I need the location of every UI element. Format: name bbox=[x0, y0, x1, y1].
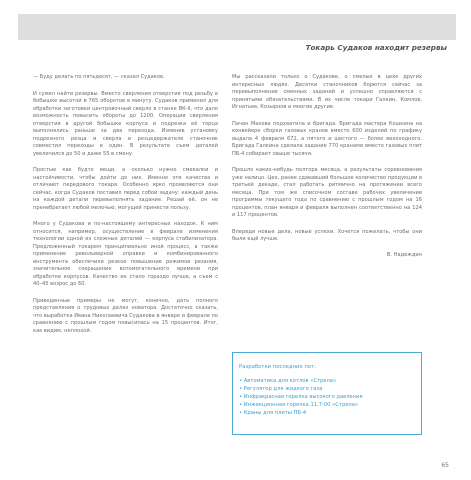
paragraph: Приведенные примеры не могут, конечно, дать полного представления о трудовых делах новатора. Достаточно сказать, что выработка Ивана Николаевича Судакова в январе и феврале по сравнению с прошлым годом повысилась на 15 процентов. Итог, как видим, неплохой. bbox=[33, 297, 218, 334]
results-title: Разработки последних лет: bbox=[239, 364, 316, 370]
page-title: Токарь Судаков находит резервы bbox=[305, 43, 447, 52]
author-signature: В. Надеждин bbox=[386, 251, 422, 258]
paragraph: Много у Судакова и по-настоящему интересных находок. К ним относится, например, осуществление в феврале изменения технологии одной из сложных деталей — корпуса стабилизатора. Предложенный токарем принципиально иной процесс, а также применение револьверной оправки и комбинированного инструмента обеспечили резкое повышение режимов резания, значительное сокращение вспомогательного времени при обработке корпусов. Качество их стало гораздо лучше, а съем с 40–45 возрос до 60. bbox=[33, 221, 218, 287]
results-box bbox=[232, 352, 422, 435]
list-item: • Инжекционная горелка 11,7-00 «Стрела» bbox=[239, 401, 363, 409]
header-bar bbox=[18, 14, 456, 40]
list-item: • Автоматика для котлов «Стрела» bbox=[239, 377, 363, 385]
paragraph: Впереди новые дела, новые успехи. Хочется пожелать, чтобы они были ещё лучше. bbox=[232, 228, 422, 242]
paragraph: Прошло каких-нибудь полтора месяца, а результаты соревнования уже налицо. Цех, ранее сдававший большое количество продукции в третьей декаде, стал работать ритмично на протяжении всего месяца. При том же списочном составе рабочих увеличение программы текущего года по сравнению с прошлым годом на 16 процентов, план января и февраля выполнен соответственно на 124 и 117 процентов. bbox=[232, 167, 422, 218]
results-list bbox=[239, 377, 363, 417]
right-column bbox=[232, 74, 422, 268]
page-number: 65 bbox=[441, 462, 449, 469]
paragraph: Простые как будто вещи, а сколько нужно смекалки и настойчивости, чтобы дойти до них. Именно эти качества и отличают передового токаря. Особенно ярко проявляются они сейчас, когда Судаков поставил перед собой задачу: каждый день на каждой детали перевыполнять задание. Решай её, он не пренебрегает любой мелочью, могущей принести пользу. bbox=[33, 167, 218, 211]
paragraph: — Буду делать по пятьдесят, — сказал Судаков. bbox=[33, 74, 165, 80]
list-item: • Краны для плиты ПБ-4 bbox=[239, 409, 363, 417]
paragraph: Пачан Махова подхватила и бригада. Бригада мастера Кошкина на конвейере сборки газовых кранов вместо 600 изделий по графику выдала 4 февраля 672, а пятого и шестого — более вехоходного. Бригада Галкина сделала задание 770 кранами вместо газовых плит ПБ-4 собирает свыше тысячи. bbox=[232, 120, 422, 157]
paragraph: Мы рассказали только о Судакове, о смелых в цехе других интересных людях. Десятки станочников борются сейчас за перевыполнение сменных заданий и успешно справляются с принятыми обязательствами. В их числе токари Галкин, Комлов, Игнатьев, Козырнов и многие другие. bbox=[232, 74, 422, 110]
list-item: • Инфракрасная горелка высокого давления bbox=[239, 393, 363, 401]
left-column bbox=[33, 74, 218, 344]
list-item: • Регулятор для жидкого газа bbox=[239, 385, 363, 393]
paragraph: И сумел найти резервы. Вместо сверления отверстия под резьбу в бобышке высотой в 765 оборотов в минуту. Судаков применил для обработки заготовки центровочный сверло в станке ВК-II, что дало возможность повысить обороты до 1200. Операция сверления отверстия в другой бобышке корпуса и подрезка её торца выполнялись раньше за два перехода. Изменив установку подрезного резца и сверла в резцедержателе станочник совместил переходы в один. В результате съем деталей увеличился до 50 и даже 55 в смену. bbox=[33, 90, 218, 157]
